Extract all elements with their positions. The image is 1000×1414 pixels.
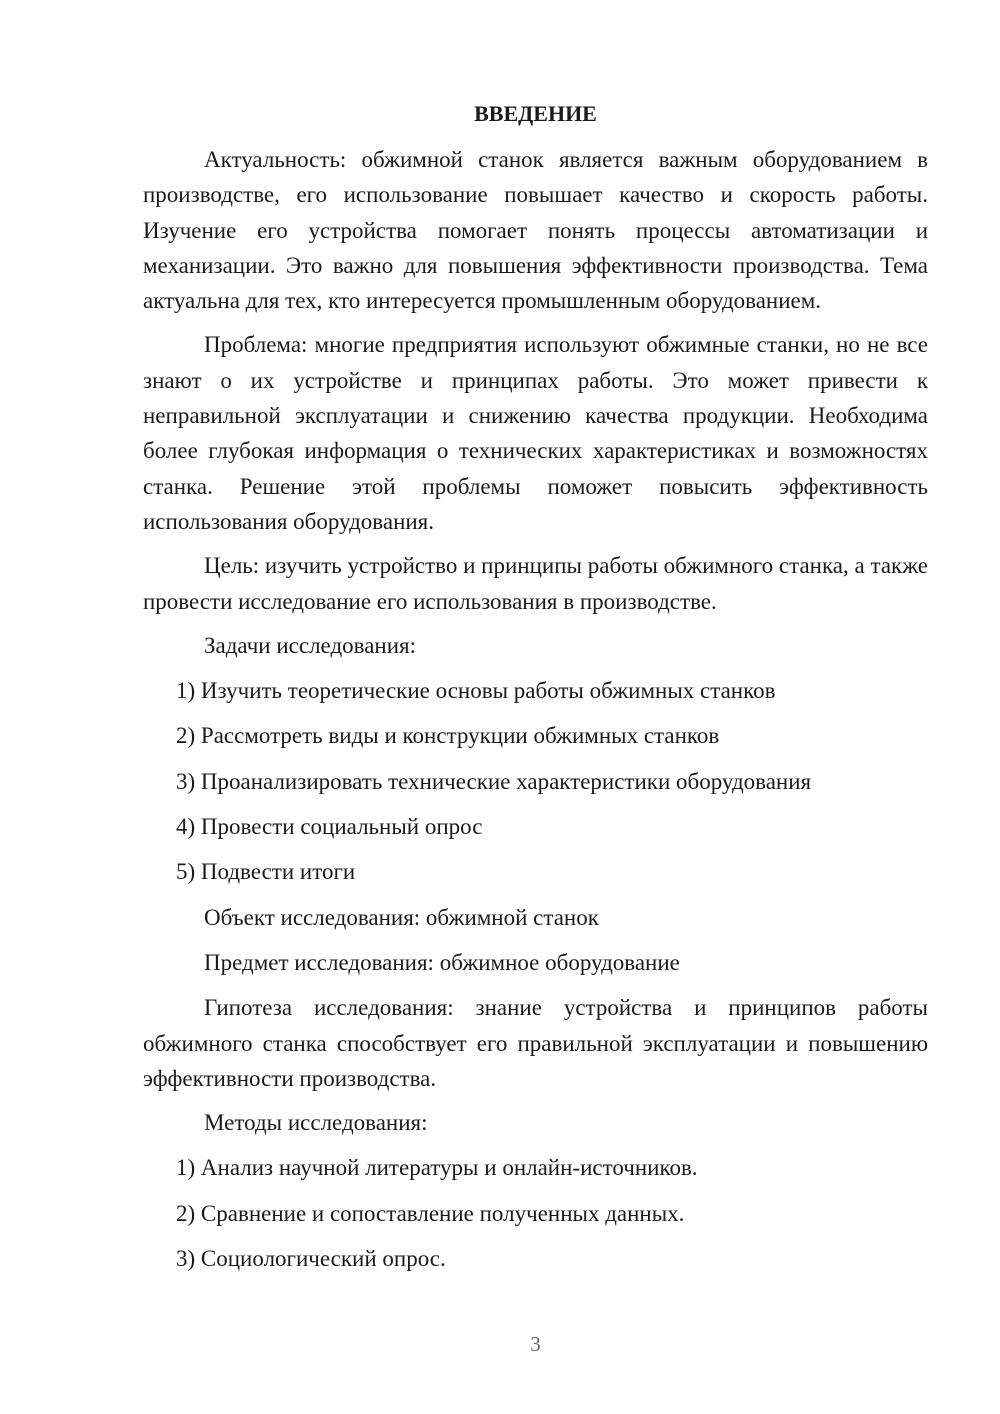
list-item: 5) Подвести итоги xyxy=(176,859,356,885)
hypothesis-paragraph: Гипотеза исследования: знание устройства и принципов работы обжимного станка способствует его правильной эксплуатации и повышению эффективности производства. xyxy=(143,995,928,1091)
tasks-heading: Задачи исследования: xyxy=(204,632,417,658)
problem-paragraph: Проблема: многие предприятия используют обжимные станки, но не все знают о их устройстве и принципах работы. Это может привести к неправильной эксплуатации и снижению качества продукции. Необходима более глубокая информация о технических характеристиках и возможностях станка. Решение этой проблемы поможет повысить эффективность использования оборудования. xyxy=(143,332,928,534)
list-item: 3) Проанализировать технические характеристики оборудования xyxy=(176,768,812,794)
object-paragraph: Объект исследования: обжимной станок xyxy=(204,904,599,930)
list-item: 4) Провести социальный опрос xyxy=(176,814,483,840)
subject-paragraph: Предмет исследования: обжимное оборудование xyxy=(204,949,680,975)
list-item: 3) Социологический опрос. xyxy=(176,1246,446,1272)
list-item: 1) Изучить теоретические основы работы обжимных станков xyxy=(176,678,776,704)
list-item: 2) Рассмотреть виды и конструкции обжимных станков xyxy=(176,723,720,749)
list-item: 1) Анализ научной литературы и онлайн-источников. xyxy=(176,1155,698,1181)
methods-heading: Методы исследования: xyxy=(204,1110,428,1136)
methods-list xyxy=(143,1150,928,1276)
goal-paragraph: Цель: изучить устройство и принципы работы обжимного станка, а также провести исследование его использования в производстве. xyxy=(143,553,928,614)
section-title: ВВЕДЕНИЕ xyxy=(474,101,597,126)
page-number: 3 xyxy=(530,1332,541,1356)
relevance-paragraph: Актуальность: обжимной станок является важным оборудованием в производстве, его использование повышает качество и скорость работы. Изучение его устройства помогает понять процессы автоматизации и механизации. Это важно для повышения эффективности производства. Тема актуальна для тех, кто интересуется промышленным оборудованием. xyxy=(143,147,928,314)
page-content xyxy=(143,96,928,1286)
list-item: 2) Сравнение и сопоставление полученных данных. xyxy=(176,1200,685,1226)
tasks-list xyxy=(143,673,928,889)
